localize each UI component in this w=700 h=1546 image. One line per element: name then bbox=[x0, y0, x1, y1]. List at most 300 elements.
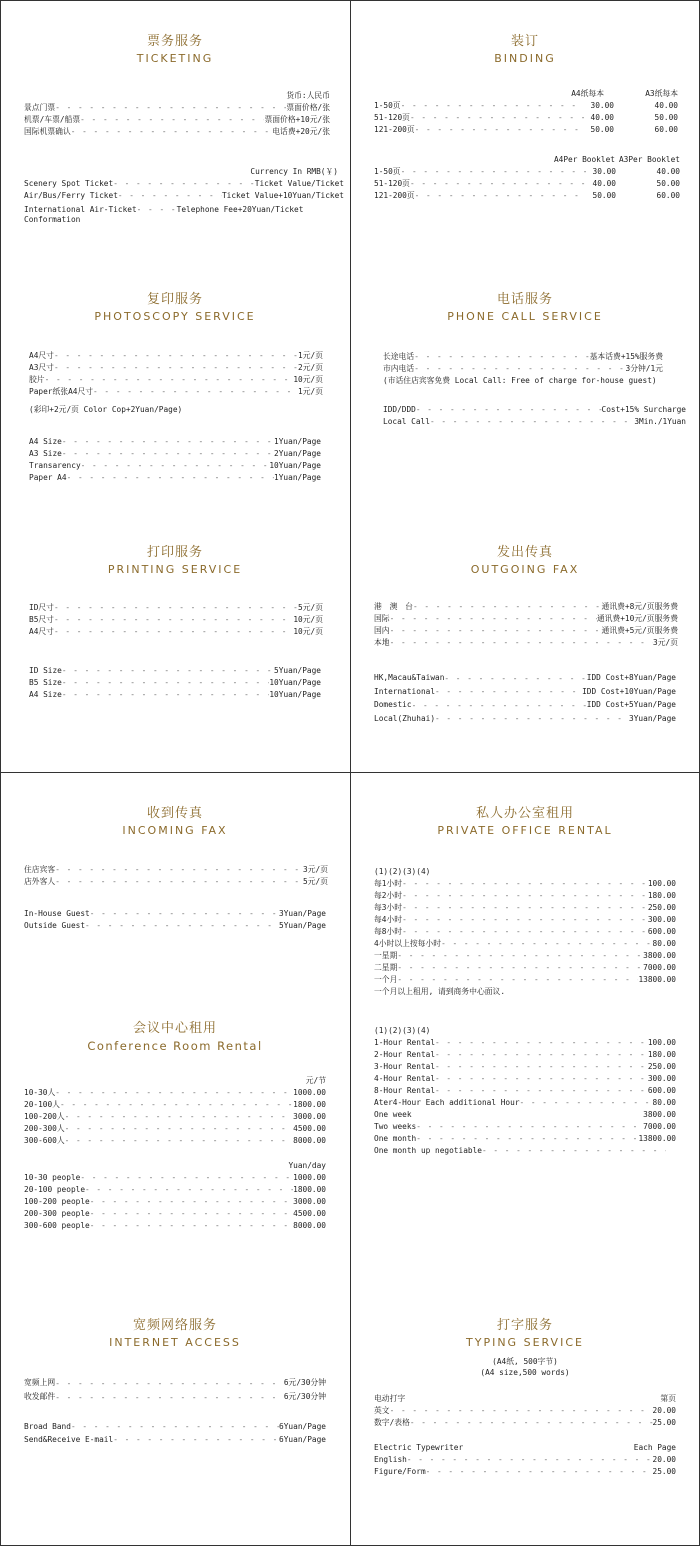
row-label: 每2小时 bbox=[374, 891, 403, 900]
photocopy-section bbox=[0, 292, 350, 324]
item-price: 1元/页 bbox=[298, 351, 323, 360]
leader-dots bbox=[390, 625, 602, 637]
item-label: ID Size bbox=[29, 666, 62, 675]
photocopy-en-block bbox=[29, 436, 321, 484]
ticketing-title-en: TICKETING bbox=[136, 52, 214, 65]
leader-dots bbox=[435, 1049, 648, 1061]
leader-dots bbox=[416, 1121, 643, 1133]
leader-dots bbox=[410, 1417, 653, 1429]
typing-head-left: Electric Typewriter bbox=[374, 1443, 464, 1452]
printing-title-en: PRINTING SERVICE bbox=[107, 563, 243, 576]
ticketing-currency-zh: 货币:人民币 bbox=[286, 91, 330, 100]
list-item bbox=[24, 1420, 326, 1433]
table-row bbox=[374, 1121, 676, 1133]
binding-title-en: BINDING bbox=[494, 52, 556, 65]
list-item bbox=[374, 601, 678, 613]
office-rooms-en: (1)(2)(3)(4) bbox=[374, 1026, 431, 1035]
row-label: 10-30 people bbox=[24, 1173, 81, 1182]
cell: 600.00 bbox=[647, 927, 676, 936]
cell: 8000.00 bbox=[293, 1136, 326, 1145]
printing-title-zh: 打印服务 bbox=[146, 545, 203, 560]
row-label: 8-Hour Rental bbox=[374, 1086, 436, 1095]
cell: 300.00 bbox=[647, 915, 676, 924]
color-copy-note: (彩印+2元/页 Color Cop+2Yuan/Page) bbox=[29, 405, 183, 414]
item-price: 通讯费+10元/页服务费 bbox=[596, 614, 678, 623]
item-price: 3元/页 bbox=[653, 638, 678, 647]
leader-dots bbox=[137, 204, 177, 216]
leader-dots bbox=[55, 876, 303, 888]
leader-dots bbox=[416, 1133, 638, 1145]
ticketing-section bbox=[0, 34, 350, 66]
office-rooms-zh: (1)(2)(3)(4) bbox=[374, 867, 431, 876]
typing-spec-en: (A4 size,500 words) bbox=[480, 1368, 570, 1377]
ticket-value: 票面价格+10元/张 bbox=[264, 115, 330, 124]
cell: 30.00 bbox=[592, 167, 616, 176]
ticket-label: International Air-Ticket bbox=[24, 205, 137, 214]
list-item bbox=[24, 126, 330, 138]
row-label: 51-120页 bbox=[374, 113, 410, 122]
table-row bbox=[374, 100, 678, 112]
leader-dots bbox=[90, 1208, 293, 1220]
leader-dots bbox=[482, 1145, 666, 1157]
cell: 7000.00 bbox=[643, 963, 676, 972]
table-row bbox=[374, 190, 680, 202]
office-en-block bbox=[374, 1025, 676, 1157]
item-label: 国际 bbox=[374, 614, 390, 623]
table-row bbox=[24, 1172, 326, 1184]
row-label: One month up negotiable bbox=[374, 1146, 482, 1155]
phone-en-block bbox=[383, 404, 686, 428]
list-item bbox=[383, 416, 686, 428]
row-label: 1-50页 bbox=[374, 167, 401, 176]
row-label: 100-200人 bbox=[24, 1112, 65, 1121]
item-label: Broad Band bbox=[24, 1422, 71, 1431]
item-label: 宽频上网 bbox=[24, 1378, 56, 1387]
outgoing-fax-section bbox=[350, 545, 700, 577]
leader-dots bbox=[410, 112, 584, 124]
incoming-fax-en-block bbox=[24, 908, 326, 932]
list-item bbox=[374, 625, 678, 637]
table-row bbox=[24, 1220, 326, 1232]
cell: 3800.00 bbox=[643, 1110, 676, 1119]
item-price: IDD Cost+8Yuan/Page bbox=[586, 673, 676, 682]
leader-dots bbox=[416, 404, 602, 416]
printing-zh-block bbox=[29, 602, 323, 638]
list-item bbox=[24, 114, 330, 126]
cell: 40.00 bbox=[592, 179, 616, 188]
table-row bbox=[374, 926, 676, 938]
leader-dots bbox=[90, 1196, 293, 1208]
list-item bbox=[24, 920, 326, 932]
row-label: Two weeks bbox=[374, 1122, 417, 1131]
item-price: 10Yuan/Page bbox=[269, 461, 321, 470]
table-row bbox=[374, 1037, 676, 1049]
typing-spec-zh: (A4纸, 500字节) bbox=[492, 1357, 558, 1366]
item-price: 6Yuan/Page bbox=[279, 1422, 326, 1431]
row-label: 100-200 people bbox=[24, 1197, 90, 1206]
cell: 60.00 bbox=[656, 191, 680, 200]
item-price: 1元/页 bbox=[298, 387, 323, 396]
list-item bbox=[24, 908, 326, 920]
item-label: ID尺寸 bbox=[29, 603, 54, 612]
leader-dots bbox=[412, 700, 587, 712]
cell: 25.00 bbox=[652, 1418, 676, 1427]
binding-section bbox=[350, 34, 700, 66]
table-row bbox=[374, 1049, 676, 1061]
item-label: 店外客人 bbox=[24, 877, 56, 886]
leader-dots bbox=[65, 1135, 293, 1147]
list-item bbox=[383, 363, 680, 375]
leader-dots bbox=[55, 102, 286, 114]
item-label: 国内 bbox=[374, 626, 390, 635]
cell: 3000.00 bbox=[293, 1197, 326, 1206]
item-label: IDD/DDD bbox=[383, 405, 416, 414]
leader-dots bbox=[93, 386, 298, 398]
item-label: 市内电话 bbox=[383, 364, 415, 373]
ticket-value: Ticket Value/Ticket bbox=[254, 179, 344, 188]
incoming-fax-title-zh: 收到传真 bbox=[146, 806, 203, 821]
leader-dots bbox=[413, 601, 602, 613]
list-item bbox=[383, 404, 686, 416]
list-item bbox=[374, 698, 676, 712]
conference-en-block bbox=[24, 1160, 326, 1232]
cell: 50.00 bbox=[654, 113, 678, 122]
item-price: Cost+15% Surcharge bbox=[601, 405, 686, 414]
leader-dots bbox=[54, 602, 298, 614]
column-header: A4Per Booklet bbox=[553, 155, 615, 164]
typing-head-left: 电动打字 bbox=[374, 1394, 406, 1403]
leader-dots bbox=[67, 472, 274, 484]
leader-dots bbox=[54, 362, 298, 374]
office-title-zh: 私人办公室租用 bbox=[475, 806, 574, 821]
row-label: Ater4-Hour Each additional Hour bbox=[374, 1098, 520, 1107]
table-row bbox=[24, 1087, 326, 1099]
row-label: 4小时以上按每小时 bbox=[374, 939, 442, 948]
row-label: 每3小时 bbox=[374, 903, 403, 912]
row-label: 每8小时 bbox=[374, 927, 403, 936]
table-row bbox=[374, 1061, 676, 1073]
list-item bbox=[24, 1390, 326, 1404]
table-row bbox=[374, 890, 676, 902]
ticket-label-cont: Conformation bbox=[24, 215, 81, 224]
list-item bbox=[24, 190, 344, 202]
conference-unit-en: Yuan/day bbox=[288, 1161, 326, 1170]
item-label: 住店宾客 bbox=[24, 865, 56, 874]
leader-dots bbox=[414, 351, 589, 363]
typing-head-right: Each Page bbox=[633, 1443, 676, 1452]
cell: 80.00 bbox=[652, 939, 676, 948]
typing-header-zh bbox=[374, 1393, 676, 1405]
leader-dots bbox=[435, 1061, 648, 1073]
item-label: A4 Size bbox=[29, 690, 62, 699]
cell: 80.00 bbox=[652, 1098, 676, 1107]
leader-dots bbox=[45, 374, 294, 386]
list-item bbox=[29, 626, 323, 638]
cell: 1000.00 bbox=[293, 1173, 326, 1182]
incoming-fax-title-en: INCOMING FAX bbox=[122, 824, 228, 837]
leader-dots bbox=[435, 686, 582, 698]
ticket-value: Ticket Value+10Yuan/Ticket bbox=[221, 191, 344, 200]
incoming-fax-section bbox=[0, 806, 350, 838]
list-item bbox=[29, 460, 321, 472]
table-row bbox=[374, 1145, 676, 1157]
table-row bbox=[374, 902, 676, 914]
item-label: B5尺寸 bbox=[29, 615, 54, 624]
typing-section bbox=[350, 1318, 700, 1378]
list-item bbox=[29, 362, 323, 374]
list-item bbox=[29, 677, 321, 689]
leader-dots bbox=[520, 1097, 653, 1109]
ticket-label: 机票/车票/船票 bbox=[24, 115, 81, 124]
cell: 40.00 bbox=[656, 167, 680, 176]
typing-head-right: 第页 bbox=[660, 1394, 676, 1403]
cell: 1800.00 bbox=[293, 1100, 326, 1109]
leader-dots bbox=[415, 124, 584, 136]
leader-dots bbox=[410, 178, 586, 190]
leader-dots bbox=[390, 613, 597, 625]
photocopy-title-zh: 复印服务 bbox=[146, 292, 203, 307]
column-header: A3纸每本 bbox=[645, 89, 678, 98]
item-price: 通讯费+5元/页服务费 bbox=[601, 626, 678, 635]
row-label: One week bbox=[374, 1110, 412, 1119]
office-section bbox=[350, 806, 700, 838]
row-label: English bbox=[374, 1455, 407, 1464]
binding-zh-block bbox=[374, 88, 678, 136]
leader-dots bbox=[80, 114, 264, 126]
leader-dots bbox=[435, 713, 629, 725]
cell: 13800.00 bbox=[638, 1134, 676, 1143]
column-header: A4纸每本 bbox=[571, 89, 604, 98]
leader-dots bbox=[62, 677, 270, 689]
row-label: 一星期 bbox=[374, 951, 398, 960]
leader-dots bbox=[65, 1111, 293, 1123]
table-row bbox=[24, 1208, 326, 1220]
item-price: 3元/页 bbox=[303, 865, 328, 874]
item-price: IDD Cost+10Yuan/Page bbox=[582, 686, 676, 696]
leader-dots bbox=[55, 1378, 284, 1390]
ticket-label: Scenery Spot Ticket bbox=[24, 179, 114, 188]
leader-dots bbox=[54, 614, 293, 626]
local-call-free-note: (市话住店宾客免费 Local Call: Free of charge for-house guest) bbox=[383, 376, 657, 385]
list-item bbox=[24, 876, 328, 888]
list-item bbox=[24, 102, 330, 114]
leader-dots bbox=[435, 1085, 648, 1097]
leader-dots bbox=[441, 938, 652, 950]
conference-title-en: Conference Room Rental bbox=[87, 1039, 263, 1053]
ticketing-en-block bbox=[24, 166, 344, 224]
list-item bbox=[29, 436, 321, 448]
cell: 100.00 bbox=[647, 1038, 676, 1047]
cell: 180.00 bbox=[647, 891, 676, 900]
cell: 3800.00 bbox=[643, 951, 676, 960]
row-label: 1-50页 bbox=[374, 101, 401, 110]
ticketing-zh-block bbox=[24, 90, 330, 138]
item-label: Local Call bbox=[383, 417, 430, 426]
item-label: HK,Macau&Taiwan bbox=[374, 673, 445, 682]
photocopy-zh-block bbox=[29, 350, 323, 416]
cell: 40.00 bbox=[590, 113, 614, 122]
list-item bbox=[29, 374, 323, 386]
cell: 4500.00 bbox=[293, 1124, 326, 1133]
list-item bbox=[24, 178, 344, 190]
list-item bbox=[29, 448, 321, 460]
photocopy-title-en: PHOTOSCOPY SERVICE bbox=[94, 310, 256, 323]
item-label: A4 Size bbox=[29, 437, 62, 446]
cell: 600.00 bbox=[647, 1086, 676, 1095]
leader-dots bbox=[81, 460, 270, 472]
leader-dots bbox=[390, 637, 653, 649]
outgoing-fax-title-zh: 发出传真 bbox=[496, 545, 553, 560]
outgoing-fax-zh-block bbox=[374, 601, 678, 649]
row-label: 一个月 bbox=[374, 975, 398, 984]
cell: 1000.00 bbox=[293, 1088, 326, 1097]
internet-en-block bbox=[24, 1420, 326, 1446]
table-row bbox=[374, 1133, 676, 1145]
item-price: IDD Cost+5Yuan/Page bbox=[586, 700, 676, 709]
row-label: 4-Hour Rental bbox=[374, 1074, 436, 1083]
internet-title-en: INTERNET ACCESS bbox=[109, 1336, 241, 1349]
item-price: 2Yuan/Page bbox=[274, 449, 321, 458]
outgoing-fax-en-block bbox=[374, 671, 676, 725]
leader-dots bbox=[55, 1392, 284, 1404]
leader-dots bbox=[55, 864, 303, 876]
table-row bbox=[374, 1097, 676, 1109]
leader-dots bbox=[90, 908, 279, 920]
typing-zh-block bbox=[374, 1393, 676, 1429]
table-row bbox=[24, 1123, 326, 1135]
item-price: 10Yuan/Page bbox=[269, 678, 321, 687]
row-label: 300-600 people bbox=[24, 1221, 90, 1230]
leader-dots bbox=[414, 363, 625, 375]
cell: 3000.00 bbox=[293, 1112, 326, 1121]
typing-header-en bbox=[374, 1442, 676, 1454]
table-row bbox=[374, 938, 676, 950]
binding-header-zh bbox=[374, 88, 678, 100]
row-label: 1-Hour Rental bbox=[374, 1038, 436, 1047]
item-label: Paper纸张A4尺寸 bbox=[29, 387, 94, 396]
leader-dots bbox=[426, 1466, 653, 1478]
cell: 13800.00 bbox=[638, 975, 676, 984]
cell: 50.00 bbox=[592, 191, 616, 200]
list-item bbox=[374, 712, 676, 726]
list-item bbox=[29, 614, 323, 626]
item-label: A4尺寸 bbox=[29, 351, 54, 360]
row-label: Figure/Form bbox=[374, 1467, 426, 1476]
item-label: B5 Size bbox=[29, 678, 62, 687]
item-label: 长途电话 bbox=[383, 352, 415, 361]
leader-dots bbox=[118, 190, 222, 202]
list-item bbox=[29, 472, 321, 484]
office-zh-block bbox=[374, 866, 676, 998]
cell: 250.00 bbox=[647, 903, 676, 912]
item-price: 6元/30分钟 bbox=[283, 1378, 326, 1387]
table-row bbox=[374, 962, 676, 974]
leader-dots bbox=[415, 190, 586, 202]
item-label: A4尺寸 bbox=[29, 627, 54, 636]
leader-dots bbox=[90, 1220, 293, 1232]
row-label: 200-300 people bbox=[24, 1209, 90, 1218]
typing-title-en: TYPING SERVICE bbox=[466, 1336, 584, 1349]
leader-dots bbox=[397, 974, 638, 986]
printing-en-block bbox=[29, 665, 321, 701]
leader-dots bbox=[402, 926, 648, 938]
item-label: 收发邮件 bbox=[24, 1392, 56, 1401]
leader-dots bbox=[444, 673, 586, 685]
cell: 60.00 bbox=[654, 125, 678, 134]
item-price: 10元/页 bbox=[293, 375, 323, 384]
list-item bbox=[374, 637, 678, 649]
typing-title-zh: 打字服务 bbox=[496, 1318, 553, 1333]
item-label: Domestic bbox=[374, 700, 412, 709]
item-price: 1Yuan/Page bbox=[274, 473, 321, 482]
conference-unit-zh: 元/节 bbox=[305, 1076, 326, 1085]
leader-dots bbox=[401, 166, 586, 178]
ticket-label: 景点门票 bbox=[24, 103, 56, 112]
item-price: 5Yuan/Page bbox=[274, 666, 321, 675]
cell: 8000.00 bbox=[293, 1221, 326, 1230]
cell: 20.00 bbox=[652, 1406, 676, 1415]
cell: 50.00 bbox=[590, 125, 614, 134]
conference-section bbox=[0, 1021, 350, 1053]
row-label: One month bbox=[374, 1134, 417, 1143]
leader-dots bbox=[113, 178, 255, 190]
row-label: 10-30人 bbox=[24, 1088, 56, 1097]
item-label: Transarency bbox=[29, 461, 81, 470]
table-row bbox=[374, 124, 678, 136]
item-price: 6元/30分钟 bbox=[283, 1392, 326, 1401]
internet-title-zh: 宽频网络服务 bbox=[132, 1318, 217, 1333]
leader-dots bbox=[397, 950, 643, 962]
cell: 4500.00 bbox=[293, 1209, 326, 1218]
item-price: 1Yuan/Page bbox=[274, 437, 321, 446]
table-row bbox=[374, 1405, 676, 1417]
cell: 50.00 bbox=[656, 179, 680, 188]
column-header: A3Per Booklet bbox=[618, 155, 680, 164]
item-price: 通讯费+8元/页服务费 bbox=[601, 602, 678, 611]
cell: 100.00 bbox=[647, 879, 676, 888]
table-row bbox=[24, 1135, 326, 1147]
table-row bbox=[374, 178, 680, 190]
table-row bbox=[374, 914, 676, 926]
item-price: 3分钟/1元 bbox=[625, 364, 663, 373]
binding-header-en bbox=[374, 154, 680, 166]
table-row bbox=[374, 1085, 676, 1097]
leader-dots bbox=[80, 1172, 293, 1184]
typing-en-block bbox=[374, 1442, 676, 1478]
item-label: In-House Guest bbox=[24, 909, 90, 918]
cell: 7000.00 bbox=[643, 1122, 676, 1131]
row-label: 数字/表格 bbox=[374, 1418, 410, 1427]
row-label: 121-200页 bbox=[374, 191, 415, 200]
phone-title-zh: 电话服务 bbox=[496, 292, 553, 307]
leader-dots bbox=[397, 962, 643, 974]
leader-dots bbox=[402, 878, 648, 890]
row-label: 51-120页 bbox=[374, 179, 410, 188]
table-row bbox=[374, 1454, 676, 1466]
item-price: 5元/页 bbox=[303, 877, 328, 886]
leader-dots bbox=[71, 1421, 279, 1433]
item-label: A3 Size bbox=[29, 449, 62, 458]
outgoing-fax-title-en: OUTGOING FAX bbox=[470, 563, 580, 576]
list-item bbox=[29, 602, 323, 614]
leader-dots bbox=[85, 1184, 293, 1196]
table-row bbox=[24, 1099, 326, 1111]
item-label: Local(Zhuhai) bbox=[374, 713, 436, 723]
item-label: 胶片 bbox=[29, 375, 45, 384]
row-label: 每1小时 bbox=[374, 879, 403, 888]
leader-dots bbox=[435, 1037, 648, 1049]
internet-section bbox=[0, 1318, 350, 1350]
